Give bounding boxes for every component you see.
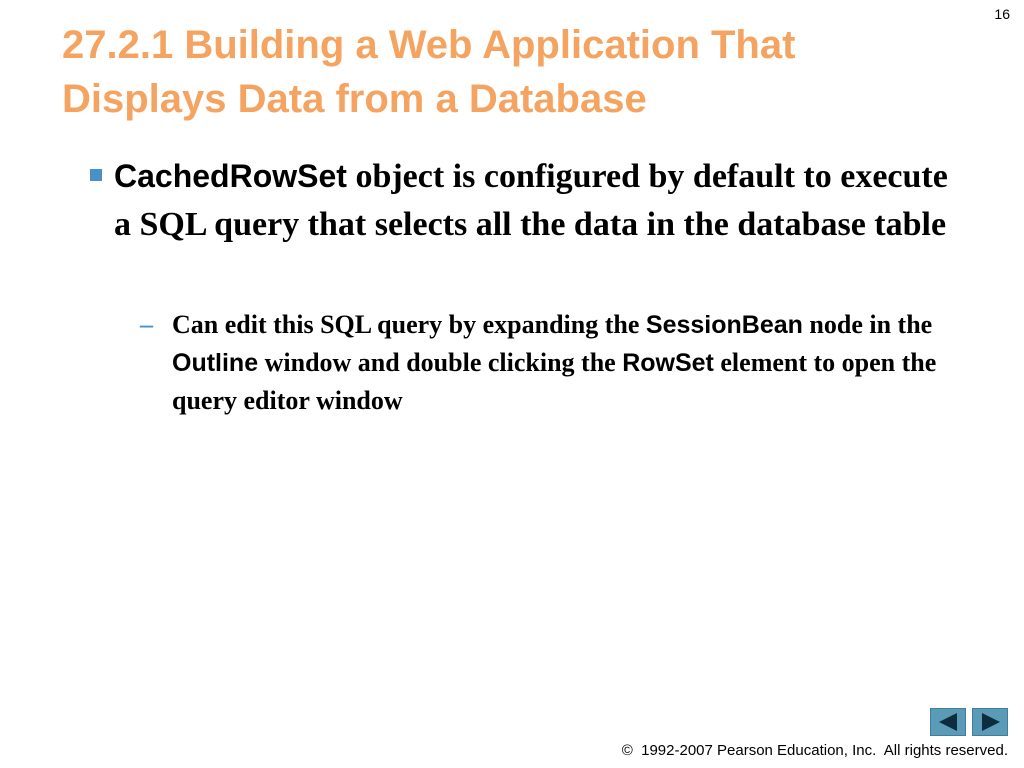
slide-number: 16 <box>994 6 1010 22</box>
code-cachedrowset: CachedRowSet <box>114 158 347 194</box>
code-sessionbean: SessionBean <box>645 311 803 339</box>
code-outline: Outline <box>172 349 259 377</box>
triangle-left-icon <box>939 713 957 731</box>
slide-title <box>62 18 962 126</box>
bullet-level2-part1: Can edit this SQL query by expanding the <box>172 310 646 339</box>
slide-title-line2: Displays Data from a Database <box>62 77 647 121</box>
bullet-level1 <box>90 152 970 249</box>
triangle-right-icon <box>982 713 1000 731</box>
slide-title-line1: 27.2.1 Building a Web Application That <box>62 23 796 67</box>
copyright-notice: © 1992-2007 Pearson Education, Inc. All rights reserved. <box>621 742 1008 759</box>
bullet-level1-body: object is configured by default to execute a SQL query that selects all the data in the database table <box>114 158 948 243</box>
bullet-level2-part2: node in the <box>802 310 933 339</box>
square-bullet-icon <box>90 169 102 181</box>
bullet-level1-text <box>114 152 970 249</box>
next-slide-button[interactable] <box>972 708 1008 736</box>
bullet-level2 <box>140 306 950 420</box>
bullet-level2-part3: window and double clicking the <box>258 348 623 377</box>
prev-slide-button[interactable] <box>930 708 966 736</box>
bullet-level2-text <box>172 306 950 420</box>
code-rowset: RowSet <box>622 349 714 377</box>
bullet-level2-part4: element to open the query editor window <box>172 348 937 415</box>
dash-bullet-icon: – <box>140 310 153 339</box>
